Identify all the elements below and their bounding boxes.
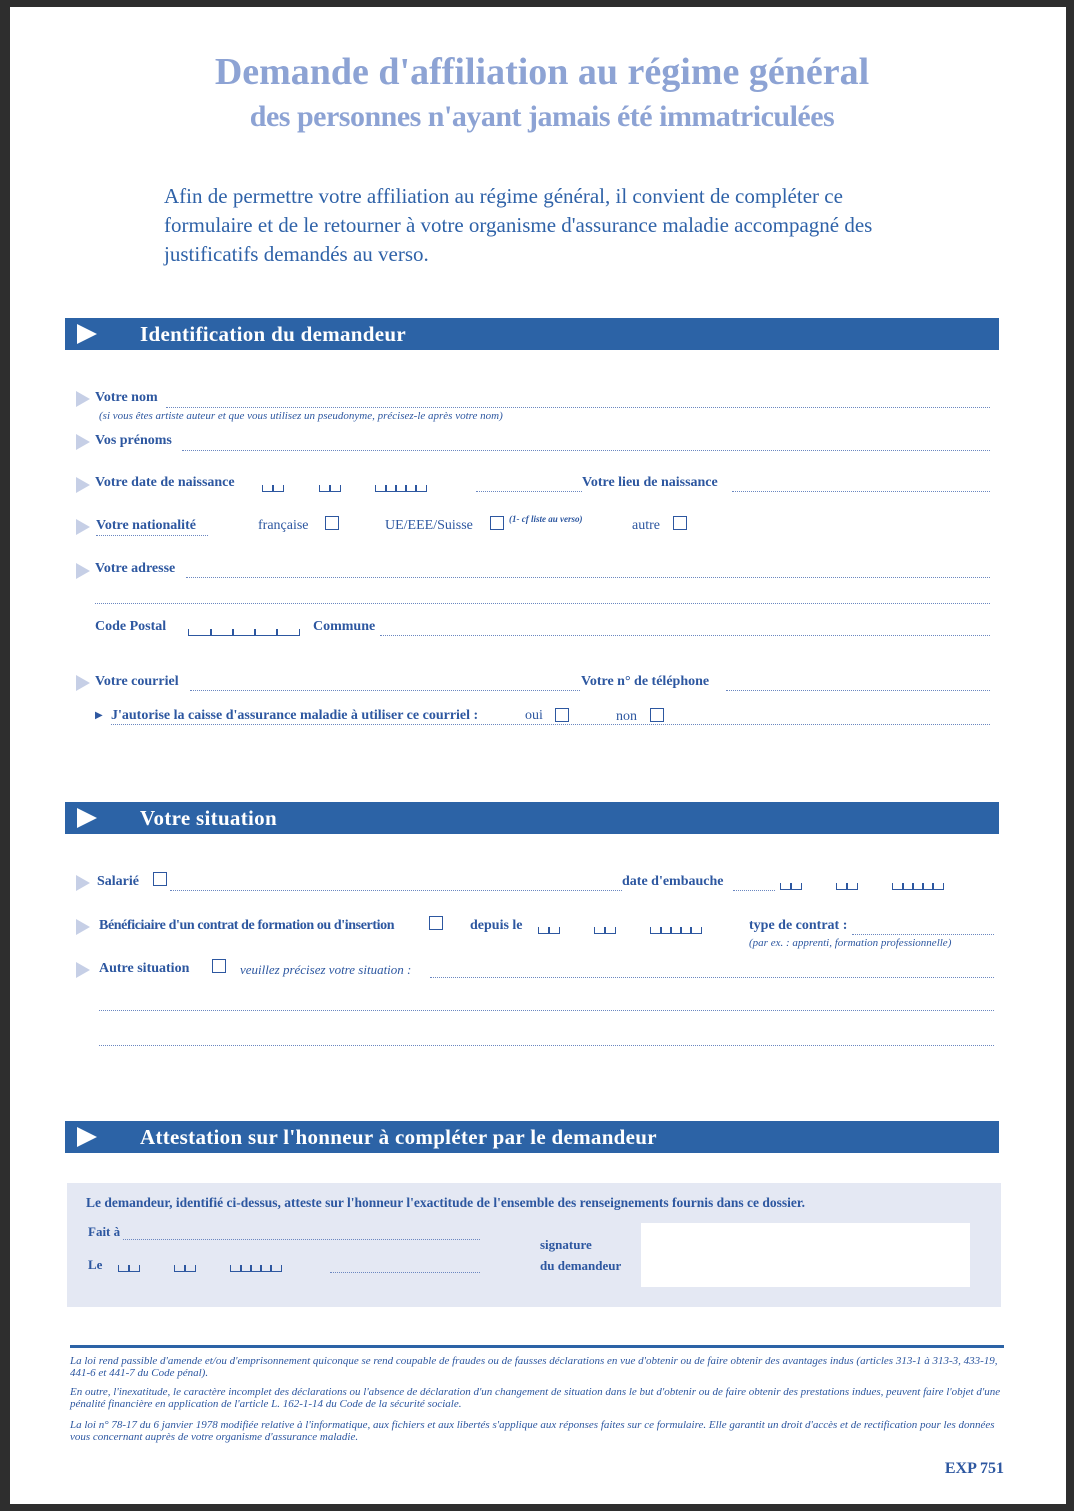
autre-situation-field[interactable]: [430, 977, 994, 978]
non-checkbox[interactable]: [650, 708, 664, 722]
nom-note: (si vous êtes artiste auteur et que vous utilisez un pseudonyme, précisez-le après votre nom): [99, 410, 503, 422]
type-contrat-field[interactable]: [852, 934, 994, 935]
small-arrow-icon: ▶: [95, 710, 103, 721]
salarie-label: Salarié: [97, 874, 139, 889]
fait-a-field[interactable]: [123, 1239, 480, 1240]
bullet-arrow-icon: [76, 477, 90, 493]
adresse-field[interactable]: [186, 577, 990, 578]
oui-label: oui: [525, 708, 543, 723]
oui-checkbox[interactable]: [555, 708, 569, 722]
signature-label: signature: [540, 1237, 592, 1252]
type-contrat-label: type de contrat :: [749, 918, 848, 933]
date-naissance-label: Votre date de naissance: [95, 475, 235, 490]
date-embauche-label: date d'embauche: [622, 874, 724, 889]
opt-ue-label: UE/EEE/Suisse: [385, 518, 473, 533]
courriel-label: Votre courriel: [95, 674, 179, 689]
autorise-label: J'autorise la caisse d'assurance maladie à utiliser ce courriel :: [111, 708, 479, 723]
signature-label-2: du demandeur: [540, 1258, 622, 1273]
footer-p3: La loi n° 78-17 du 6 janvier 1978 modifiée relative à l'informatique, aux fichiers et aux libertés s'applique aux réponses faites sur ce formulaire. Elle garantit un droit d'accès et de rectification pour les données vous concernant auprès de votre organisme d'assurance maladie.: [70, 1419, 995, 1443]
autre-situation-label: Autre situation: [99, 961, 190, 976]
autre-situation-field-3[interactable]: [99, 1045, 994, 1046]
footer-p1: La loi rend passible d'amende et/ou d'emprisonnement quiconque se rend coupable de fraudes ou de fausses déclarations en vue d'obtenir ou de faire obtenir des avantages indus (articles 313-1 à 313-3, 433-19, 441-6 et 441-7 du Code pénal).: [70, 1355, 998, 1379]
footer-rule: [70, 1345, 1004, 1348]
autre-situation-note: veuillez précisez votre situation :: [240, 962, 412, 977]
bullet-arrow-icon: [76, 675, 90, 691]
section-header-identification: [65, 318, 999, 350]
signature-box[interactable]: [641, 1223, 970, 1287]
francaise-checkbox[interactable]: [325, 516, 339, 530]
fait-a-label: Fait à: [88, 1224, 121, 1239]
play-arrow-icon: [77, 808, 97, 828]
autre-checkbox[interactable]: [673, 516, 687, 530]
code-postal-label: Code Postal: [95, 619, 167, 634]
le-label: Le: [88, 1257, 103, 1272]
commune-field[interactable]: [380, 635, 990, 636]
bullet-arrow-icon: [76, 434, 90, 450]
opt-autre-label: autre: [632, 518, 660, 533]
form-code: EXP 751: [944, 1460, 1004, 1477]
bullet-arrow-icon: [76, 875, 90, 891]
adresse-field-2[interactable]: [95, 603, 990, 604]
ue-checkbox[interactable]: [490, 516, 504, 530]
courriel-field[interactable]: [190, 690, 580, 691]
section-header-attestation: [65, 1121, 999, 1153]
telephone-field[interactable]: [726, 690, 990, 691]
bullet-arrow-icon: [76, 919, 90, 935]
section-title: Identification du demandeur: [140, 322, 406, 346]
salarie-checkbox[interactable]: [153, 872, 167, 886]
form-subtitle: des personnes n'ayant jamais été immatriculées: [249, 100, 835, 133]
lieu-naissance-field[interactable]: [732, 491, 990, 492]
beneficiaire-label: Bénéficiaire d'un contrat de formation ou d'insertion: [99, 918, 395, 933]
intro-text: Afin de permettre votre affiliation au régime général, il convient de compléter ce formulaire et de le retourner à votre organisme d'assurance maladie accompagné des justificatifs demandés au verso.: [164, 184, 873, 266]
opt-ue-note: (1- cf liste au verso): [509, 514, 583, 524]
telephone-label: Votre n° de téléphone: [581, 674, 710, 689]
bullet-arrow-icon: [76, 962, 90, 978]
autre-situation-checkbox[interactable]: [212, 959, 226, 973]
nom-label: Votre nom: [95, 390, 158, 405]
beneficiaire-checkbox[interactable]: [429, 916, 443, 930]
form-title: Demande d'affiliation au régime général: [214, 51, 870, 93]
autre-situation-field-2[interactable]: [99, 1010, 994, 1011]
bullet-arrow-icon: [76, 519, 90, 535]
depuis-label: depuis le: [470, 918, 523, 933]
section-title: Votre situation: [140, 806, 277, 830]
section-header-situation: [65, 802, 999, 834]
section-title: Attestation sur l'honneur à compléter par le demandeur: [140, 1125, 657, 1149]
play-arrow-icon: [77, 1127, 97, 1147]
non-label: non: [616, 709, 637, 724]
commune-label: Commune: [313, 619, 376, 634]
nom-field[interactable]: [166, 407, 990, 408]
bullet-arrow-icon: [76, 391, 90, 407]
nationalite-label: Votre nationalité: [96, 518, 196, 533]
type-contrat-note: (par ex. : apprenti, formation professionnelle): [749, 937, 952, 949]
attestation-text: Le demandeur, identifié ci-dessus, atteste sur l'honneur l'exactitude de l'ensemble des renseignements fournis dans ce dossier.: [86, 1195, 806, 1210]
lieu-naissance-label: Votre lieu de naissance: [582, 475, 718, 490]
prenoms-label: Vos prénoms: [95, 433, 172, 448]
adresse-label: Votre adresse: [95, 561, 176, 576]
footer-p2: En outre, l'inexatitude, le caractère incomplet des déclarations ou l'absence de déclaration d'un changement de situation dans le but d'obtenir ou de faire obtenir des prestations indues, peuvent faire l'objet d'une pénalité financière en application de l'article L. 162-1-14 du Code de la sécurité sociale.: [70, 1386, 1001, 1410]
bullet-arrow-icon: [76, 563, 90, 579]
play-arrow-icon: [77, 324, 97, 344]
prenoms-field[interactable]: [182, 450, 990, 451]
opt-francaise-label: française: [258, 518, 309, 533]
